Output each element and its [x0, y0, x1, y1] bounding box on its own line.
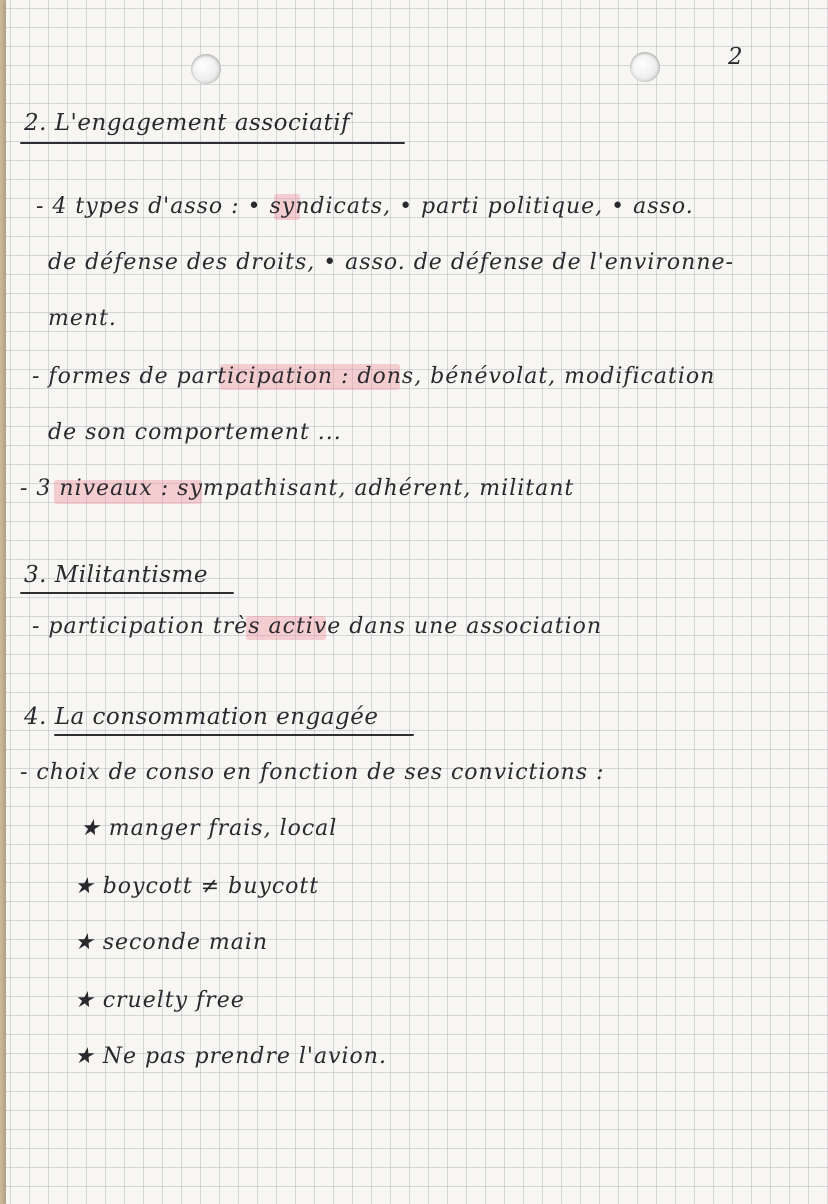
militantism-line: - participation très active dans une association [32, 614, 602, 639]
section-2-heading: 2. L'engagement associatif [24, 110, 351, 136]
types-line-cont: de défense des droits, • asso. de défense de l'environne- [48, 250, 734, 275]
list-item: ★ cruelty free [74, 988, 245, 1013]
binder-hole [191, 54, 221, 84]
heading-underline [20, 142, 405, 144]
page-number: 2 [728, 44, 744, 70]
section-3-heading: 3. Militantisme [24, 562, 208, 588]
forms-line: - formes de participation : dons, bénévolat, modification [32, 364, 716, 389]
choice-line: - choix de conso en fonction de ses convictions : [20, 760, 605, 785]
types-line: - 4 types d'asso : • syndicats, • parti politique, • asso. [36, 194, 694, 219]
levels-line: - 3 niveaux : sympathisant, adhérent, militant [20, 476, 575, 501]
list-item: ★ seconde main [74, 930, 269, 955]
list-item: ★ boycott ≠ buycott [74, 874, 320, 899]
list-item: ★ Ne pas prendre l'avion. [74, 1044, 387, 1069]
notebook-page [6, 0, 828, 1204]
forms-line-cont: de son comportement ... [48, 420, 342, 445]
list-item: ★ manger frais, local [80, 816, 338, 841]
heading-underline [20, 592, 234, 594]
section-4-heading: 4. La consommation engagée [24, 704, 379, 730]
types-line-end: ment. [48, 306, 117, 331]
binder-hole [630, 52, 660, 82]
heading-underline [54, 734, 414, 736]
